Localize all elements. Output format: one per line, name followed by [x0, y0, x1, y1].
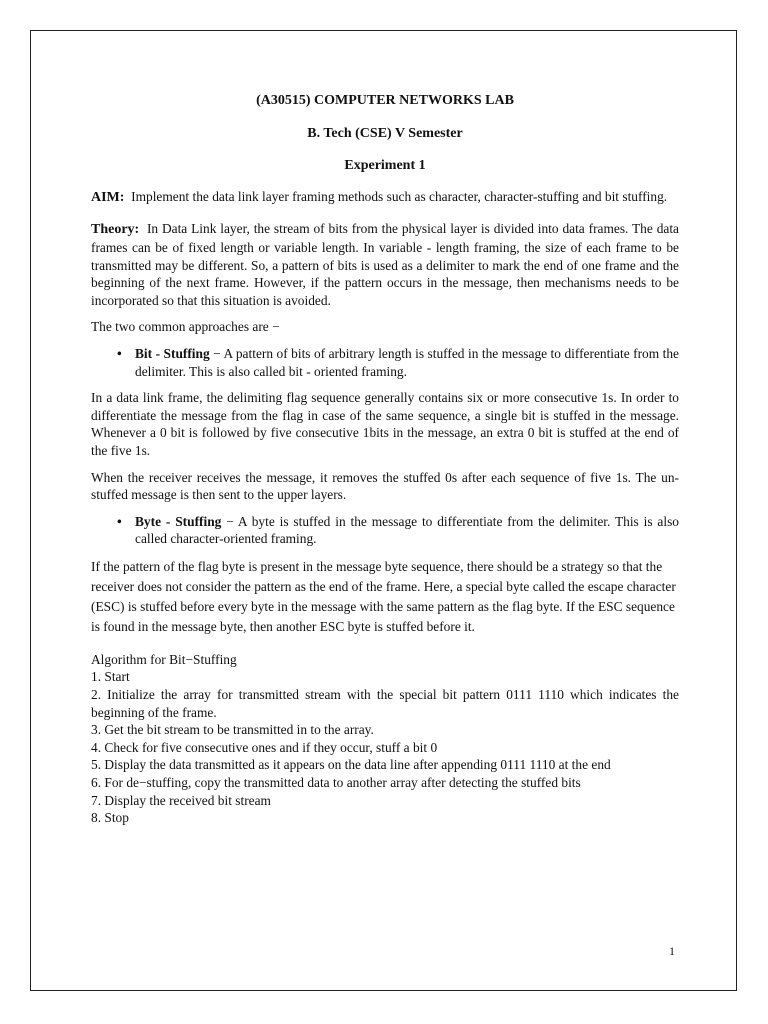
algorithm-title: Algorithm for Bit−Stuffing	[91, 651, 237, 667]
byte-stuffing-item	[117, 513, 679, 548]
algorithm-step: 1. Start	[91, 669, 130, 685]
algorithm-step: 4. Check for five consecutive ones and if they occur, stuff a bit 0	[91, 739, 438, 755]
algorithm-step: 2. Initialize the array for transmitted stream with the special bit pattern 0111 1110 which indicates the beginning of the frame.	[91, 687, 679, 720]
experiment-title: Experiment 1	[344, 158, 426, 174]
byte-stuffing-text: − A byte is stuffed in the message to differentiate from the delimiter. This is also called character-oriented framing.	[135, 513, 679, 547]
bullet-icon: •	[117, 345, 122, 361]
aim-text: Implement the data link layer framing methods such as character, character-stuffing and bit stuffing.	[131, 188, 668, 204]
theory-text: In Data Link layer, the stream of bits from the physical layer is divided into data frames. The data frames can be of fixed length or variable length. In variable - length framing, the size of each frame to be transmitted may be different. So, a pattern of bits is used as a delimiter to mark the end of one frame and the beginning of the next frame. However, if the pattern occurs in the message, then mechanisms needs to be incorporated so that this situation is avoided.	[91, 221, 679, 308]
bit-stuffing-list	[91, 345, 679, 380]
program-title: B. Tech (CSE) V Semester	[307, 125, 463, 141]
algorithm-steps	[91, 668, 679, 826]
document-body	[91, 92, 679, 827]
bit-stuffing-item	[117, 345, 679, 380]
byte-stuffing-list	[91, 513, 679, 548]
algorithm-step: 3. Get the bit stream to be transmitted in to the array.	[91, 722, 374, 738]
approaches-intro: The two common approaches are −	[91, 319, 280, 335]
page-number: 1	[669, 944, 675, 958]
aim-paragraph	[91, 188, 679, 207]
byte-stuffing-paragraph: If the pattern of the flag byte is present in the message byte sequence, there should be a strategy so that the receiver does not consider the pattern as the end of the frame. Here, a special byte called the escape character (ESC) is stuffed before every byte in the message with the same pattern as the flag byte. If the ESC sequence is found in the message byte, then another ESC byte is stuffed before it.	[91, 558, 676, 634]
bit-stuffing-label: Bit - Stuffing	[135, 345, 210, 361]
byte-stuffing-label: Byte - Stuffing	[135, 513, 222, 529]
bit-stuffing-text: − A pattern of bits of arbitrary length is stuffed in the message to differentiate from the delimiter. This is also called bit - oriented framing.	[135, 345, 679, 379]
algorithm-section	[91, 651, 679, 827]
algorithm-step: 5. Display the data transmitted as it appears on the data line after appending 0111 1110 at the end	[91, 757, 611, 773]
bit-stuffing-paragraph-1: In a data link frame, the delimiting flag sequence generally contains six or more consecutive 1s. In order to differentiate the message from the flag in case of the same sequence, a single bit is stuffed in the message. Whenever a 0 bit is followed by five consecutive 1bits in the message, an extra 0 bit is stuffed at the end of the five 1s.	[91, 390, 679, 458]
algorithm-step: 6. For de−stuffing, copy the transmitted data to another array after detecting the stuffed bits	[91, 775, 581, 791]
aim-label: AIM:	[91, 189, 125, 205]
theory-label: Theory:	[91, 222, 140, 238]
bullet-icon: •	[117, 513, 122, 529]
course-title: (A30515) COMPUTER NETWORKS LAB	[256, 93, 514, 108]
algorithm-step: 8. Stop	[91, 810, 129, 826]
theory-paragraph	[91, 220, 679, 309]
algorithm-step: 7. Display the received bit stream	[91, 792, 271, 808]
bit-stuffing-paragraph-2: When the receiver receives the message, it removes the stuffed 0s after each sequence of five 1s. The un-stuffed message is then sent to the upper layers.	[91, 469, 679, 503]
